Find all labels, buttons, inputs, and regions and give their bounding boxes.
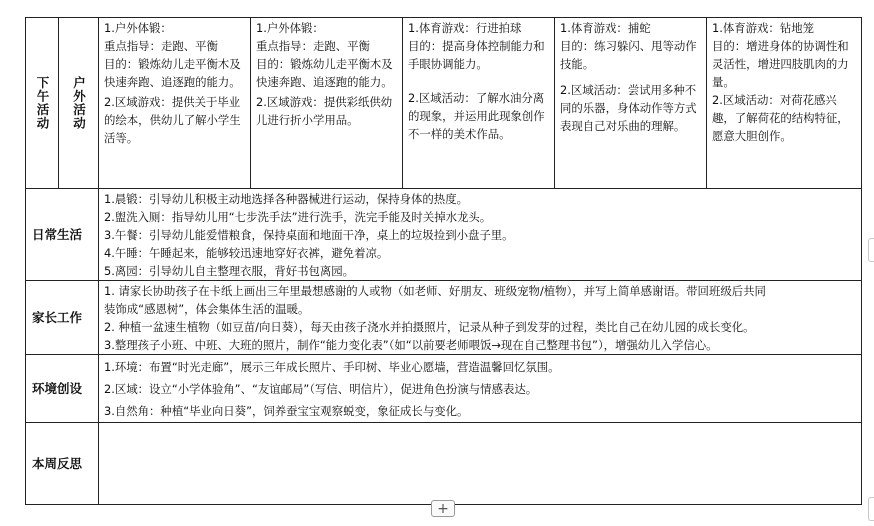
- activity-line: 目的：练习躲闪、甩等动作技能。: [560, 39, 697, 71]
- weekly-plan-table: [25, 17, 862, 505]
- reflection-content[interactable]: [99, 423, 862, 505]
- environment-item: 1.环境：布置“时光走廊”，展示三年成长照片、手印树、毕业心愿墙，营造温馨回忆氛围。: [104, 360, 560, 374]
- activity-line: 重点指导：走跑、平衡: [104, 39, 218, 53]
- parent-item: 装饰成“感恩树”，体会集体生活的温暖。: [104, 302, 310, 316]
- daily-item: 1.晨锻：引导幼儿积极主动地选择各种器械进行运动，保持身体的热度。: [104, 192, 468, 206]
- environment-item: 3.自然角：种植“毕业向日葵”，饲养蚕宝宝观察蜕变，象征成长与变化。: [104, 404, 469, 418]
- parent-item: 3.整理孩子小班、中班、大班的照片，制作“能力变化表”（如“以前要老师喂饭→现在自己整理书包”），增强幼儿入学信心。: [104, 338, 718, 352]
- daily-item: 4.午睡：午睡起来，能够较迅速地穿好衣裤，避免着凉。: [104, 246, 389, 260]
- plus-icon: +: [437, 500, 449, 517]
- daily-item: 2.盥洗入厕：指导幼儿用“七步洗手法”进行洗手，洗完手能及时关掉水龙头。: [104, 210, 492, 224]
- area-line: 2.区域游戏：提供彩纸供幼儿进行折小学用品。: [256, 95, 393, 127]
- reflection-row: [26, 423, 862, 505]
- reflection-label: 本周反思: [26, 423, 99, 505]
- page-edge-marker: [868, 238, 874, 262]
- outdoor-activity-label: 户外活动: [59, 18, 99, 189]
- afternoon-section-label: 下午活动: [26, 18, 59, 189]
- daily-life-row: [26, 189, 862, 281]
- activity-line: 1.体育游戏：捕蛇: [560, 21, 651, 35]
- day-cell-3[interactable]: [403, 18, 555, 189]
- activity-line: 目的：锻炼幼儿走平衡木及快速奔跑、追逐跑的能力。: [104, 57, 241, 89]
- daily-item: 3.午餐：引导幼儿能爱惜粮食，保持桌面和地面干净，桌上的垃圾捡到小盘子里。: [104, 228, 514, 242]
- add-row-button[interactable]: [431, 500, 455, 517]
- day-cell-5[interactable]: [707, 18, 862, 189]
- activity-line: 目的：增进身体的协调性和灵活性，增进四肢肌肉的力量。: [712, 39, 849, 89]
- afternoon-row: [26, 18, 862, 189]
- area-line: 2.区域活动：尝试用多种不同的乐器，身体动作等方式表现自己对乐曲的理解。: [560, 83, 697, 133]
- parent-item: 2. 种植一盆速生植物（如豆苗/向日葵），每天由孩子浇水并拍摄照片，记录从种子到发芽的过程，类比自己在幼儿园的成长变化。: [104, 320, 755, 334]
- page-edge-marker: [868, 497, 874, 521]
- activity-line: 1.体育游戏：钻地笼: [712, 21, 814, 35]
- environment-label: 环境创设: [26, 355, 99, 423]
- parent-work-content[interactable]: [99, 281, 862, 355]
- activity-line: 目的：锻炼幼儿走平衡木及快速奔跑、追逐跑的能力。: [256, 57, 393, 89]
- activity-line: 目的：提高身体控制能力和手眼协调能力。: [408, 39, 545, 71]
- area-line: 2.区域活动：了解水油分离的现象，并运用此现象创作不一样的美术作品。: [408, 91, 545, 141]
- day-cell-4[interactable]: [555, 18, 707, 189]
- daily-life-label: 日常生活: [26, 189, 99, 281]
- environment-content[interactable]: [99, 355, 862, 423]
- area-line: 2.区域游戏：提供关于毕业的绘本，供幼儿了解小学生活等。: [104, 95, 241, 145]
- activity-line: 1.体育游戏：行进拍球: [408, 21, 522, 35]
- parent-work-label: 家长工作: [26, 281, 99, 355]
- daily-life-content[interactable]: [99, 189, 862, 281]
- activity-line: 1.户外体锻：: [104, 21, 172, 35]
- daily-item: 5.离园：引导幼儿自主整理衣服，背好书包离园。: [104, 264, 355, 278]
- activity-line: 1.户外体锻：: [256, 21, 324, 35]
- activity-line: 重点指导：走跑、平衡: [256, 39, 370, 53]
- area-line: 2.区域活动：对荷花感兴趣，了解荷花的结构特征，愿意大胆创作。: [712, 93, 849, 143]
- parent-work-row: [26, 281, 862, 355]
- parent-item: 1. 请家长协助孩子在卡纸上画出三年里最想感谢的人或物（如老师、好朋友、班级宠物/植物），并写上简单感谢语。带回班级后共同: [104, 284, 766, 298]
- day-cell-1[interactable]: [99, 18, 251, 189]
- day-cell-2[interactable]: [251, 18, 403, 189]
- environment-row: [26, 355, 862, 423]
- environment-item: 2.区域：设立“小学体验角”、“友谊邮局”（写信、明信片），促进角色扮演与情感表达。: [104, 382, 538, 396]
